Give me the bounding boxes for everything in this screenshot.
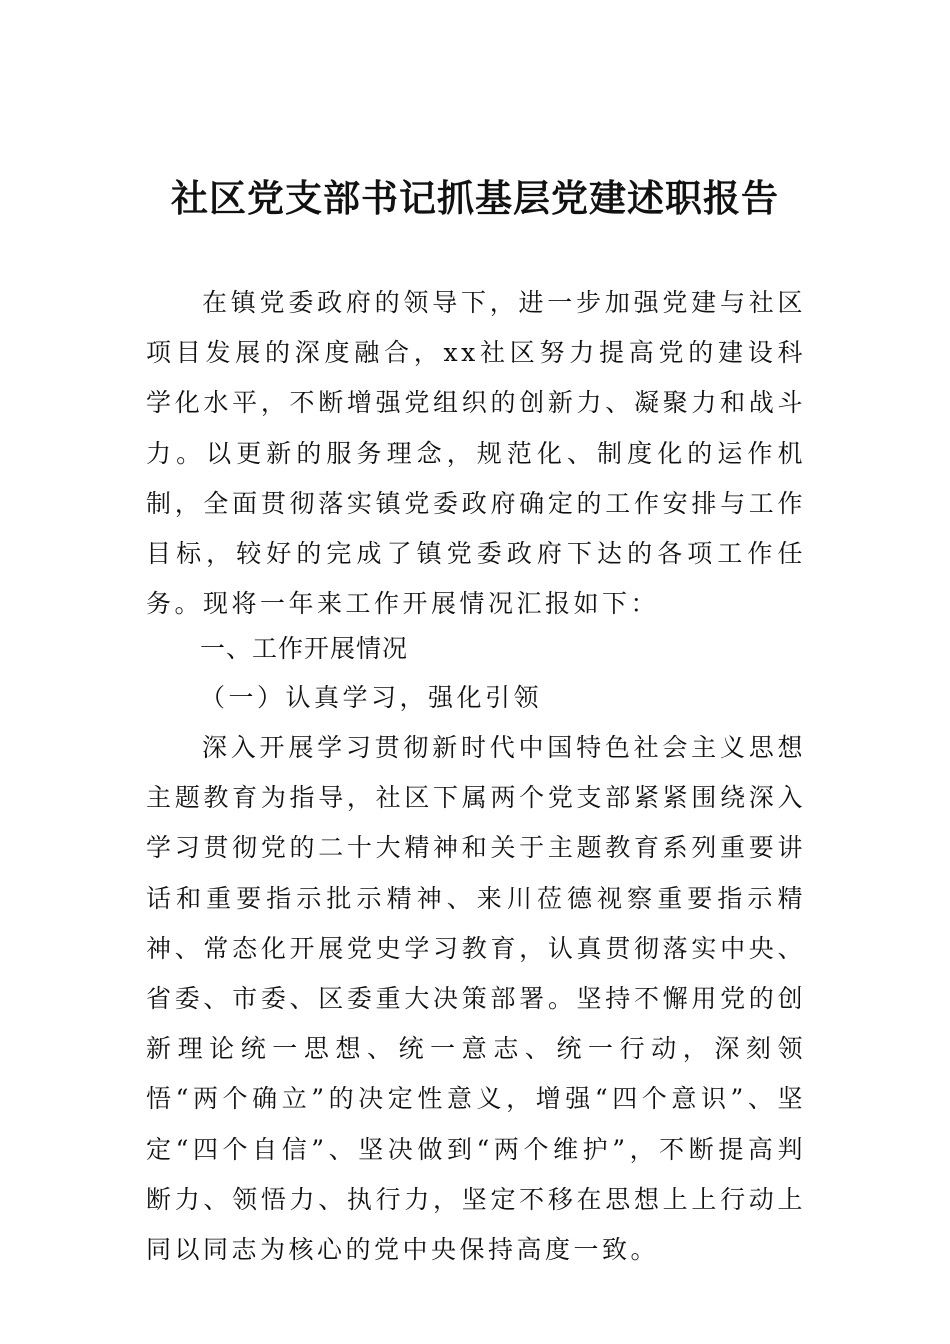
body-paragraph: 深入开展学习贯彻新时代中国特色社会主义思想主题教育为指导，社区下属两个党支部紧紧围绕深入学习贯彻党的二十大精神和关于主题教育系列重要讲话和重要指示批示精神、来川莅德视察重要指示精神、常态化开展党史学习教育，认真贯彻落实中央、省委、市委、区委重大决策部署。坚持不懈用党的创新理论统一思想、统一意志、统一行动，深刻领悟“两个确立”的决定性意义，增强“四个意识”、坚定“四个自信”、坚决做到“两个维护”，不断提高判断力、领悟力、执行力，坚定不移在思想上上行动上同以同志为核心的党中央保持高度一致。 (146, 733, 806, 1265)
intro-paragraph: 在镇党委政府的领导下，进一步加强党建与社区项目发展的深度融合，xx社区努力提高党的建设科学化水平，不断增强党组织的创新力、凝聚力和战斗力。以更新的服务理念，规范化、制度化的运作机制，全面贯彻落实镇党委政府确定的工作安排与工作目标，较好的完成了镇党委政府下达的各项工作任务。现将一年来工作开展情况汇报如下： (146, 288, 806, 619)
document-title: 社区党支部书记抓基层党建述职报告 (171, 176, 779, 220)
section-heading: 一、工作开展情况 (200, 634, 409, 663)
subsection-heading: （一）认真学习，强化引领 (200, 683, 543, 712)
